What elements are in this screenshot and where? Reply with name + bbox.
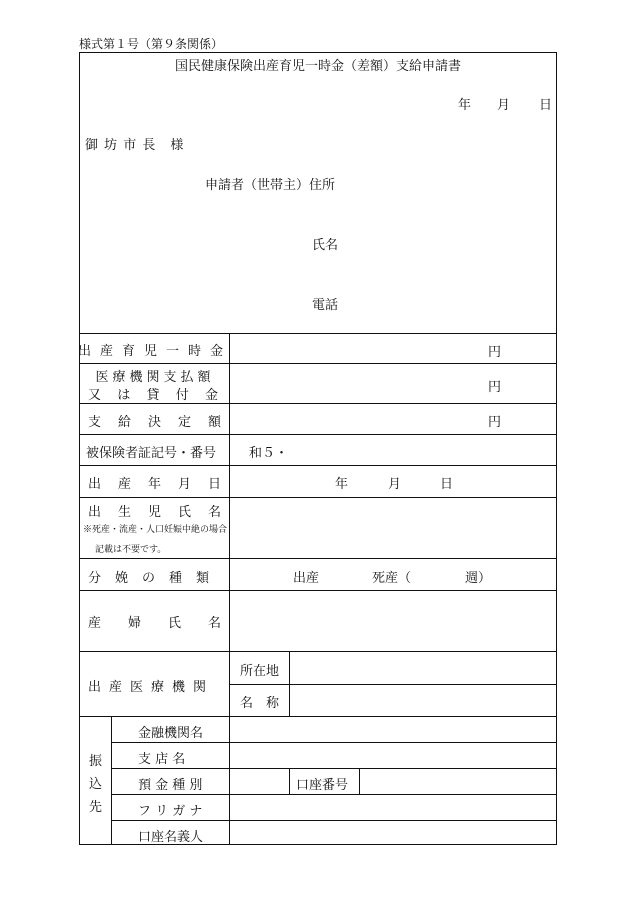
- birth-date-month: 月: [388, 477, 402, 492]
- medical-payment-char: 貸: [146, 388, 160, 403]
- account-type-label: 預 金 種 別: [138, 778, 203, 793]
- decision-label-chars: 支給決定額: [88, 415, 239, 430]
- decision-field[interactable]: [230, 404, 556, 434]
- birth-date-day: 日: [440, 477, 454, 492]
- addressee: 御 坊 市 長 様: [85, 138, 185, 153]
- institution-location-label: 所在地: [240, 664, 280, 679]
- institution-name-field[interactable]: [290, 685, 556, 716]
- mother-name-field[interactable]: [230, 591, 556, 651]
- bank-name-label: 金融機関名: [138, 726, 204, 741]
- applicant-phone-field[interactable]: [345, 288, 550, 312]
- kana-field[interactable]: [230, 795, 556, 820]
- date-day-label: 日: [539, 98, 553, 113]
- divider: [79, 465, 557, 466]
- insurance-number-value[interactable]: 和５・: [249, 446, 289, 461]
- delivery-option-birth[interactable]: 出産: [293, 571, 320, 586]
- bank-name-field[interactable]: [230, 717, 556, 742]
- account-number-label: 口座番号: [296, 778, 349, 793]
- account-holder-label: 口座名義人: [138, 830, 204, 845]
- transfer-label-char: 先: [89, 800, 103, 815]
- institution-location-field[interactable]: [290, 652, 556, 684]
- lump-sum-label: [78, 340, 233, 359]
- child-name-note-line1: ※死産・流産・人口妊娠中絶の場合: [83, 525, 228, 535]
- decision-unit: 円: [488, 415, 502, 430]
- medical-payment-label-line1: 医療機関支払額: [95, 370, 215, 385]
- date-year-label: 年: [458, 98, 472, 113]
- medical-payment-label-line2: [88, 384, 218, 403]
- medical-payment-char: 金: [204, 388, 218, 403]
- delivery-type-label-chars: 分娩の種類: [88, 571, 224, 586]
- medical-payment-char: 又: [88, 388, 102, 403]
- birth-date-year: 年: [335, 477, 349, 492]
- medical-payment-char: は: [117, 388, 131, 403]
- lump-sum-unit: 円: [488, 345, 502, 360]
- lump-sum-label-chars: 出産育児一時金: [78, 344, 233, 359]
- institution-label-chars: 出産医療機関: [88, 680, 215, 695]
- institution-label: [88, 676, 214, 695]
- birth-date-label-chars: 出産年月日: [88, 477, 239, 492]
- column-divider: [111, 716, 112, 845]
- insurance-number-label: 被保険者証記号・番号: [86, 446, 217, 461]
- date-month-label: 月: [497, 98, 511, 113]
- branch-field[interactable]: [230, 743, 556, 768]
- applicant-phone-label: 電話: [312, 298, 339, 313]
- transfer-label-char: 振: [89, 754, 103, 769]
- lump-sum-label-text: [78, 340, 233, 359]
- column-divider: [289, 768, 290, 794]
- account-number-field[interactable]: [360, 769, 556, 794]
- child-name-label: [88, 501, 238, 520]
- applicant-address-field[interactable]: [340, 168, 550, 192]
- medical-payment-field[interactable]: [230, 364, 556, 403]
- branch-label: 支 店 名: [138, 752, 186, 767]
- birth-date-label: [88, 473, 238, 492]
- divider: [79, 434, 557, 435]
- applicant-address-label: 申請者（世帯主）住所: [205, 178, 336, 193]
- account-type-field[interactable]: [230, 769, 288, 794]
- institution-name-label: 名 称: [240, 696, 280, 711]
- mother-name-label: [88, 612, 248, 631]
- kana-label: フ リ ガ ナ: [138, 804, 203, 819]
- decision-label: [88, 411, 239, 430]
- form-title: 国民健康保険出産育児一時金（差額）支給申請書: [174, 59, 461, 74]
- delivery-type-label: [88, 567, 223, 586]
- account-holder-field[interactable]: [230, 821, 556, 844]
- child-name-label-chars: 出生児氏名: [88, 505, 239, 520]
- medical-payment-char: 付: [175, 388, 189, 403]
- medical-payment-unit: 円: [488, 380, 502, 395]
- stillbirth-weeks-suffix: 週）: [465, 571, 492, 586]
- child-name-note-line2: 記載は不要です。: [95, 545, 167, 555]
- transfer-label-char: 込: [89, 777, 103, 792]
- divider: [79, 558, 557, 559]
- applicant-name-label: 氏名: [312, 238, 339, 253]
- child-name-field[interactable]: [230, 498, 556, 558]
- applicant-name-field[interactable]: [345, 228, 550, 252]
- delivery-option-stillbirth[interactable]: 死産（: [372, 571, 412, 586]
- mother-name-label-chars: 産婦氏名: [88, 616, 249, 631]
- form-number-label: 様式第１号（第９条関係）: [79, 37, 224, 51]
- lump-sum-field[interactable]: [230, 334, 556, 363]
